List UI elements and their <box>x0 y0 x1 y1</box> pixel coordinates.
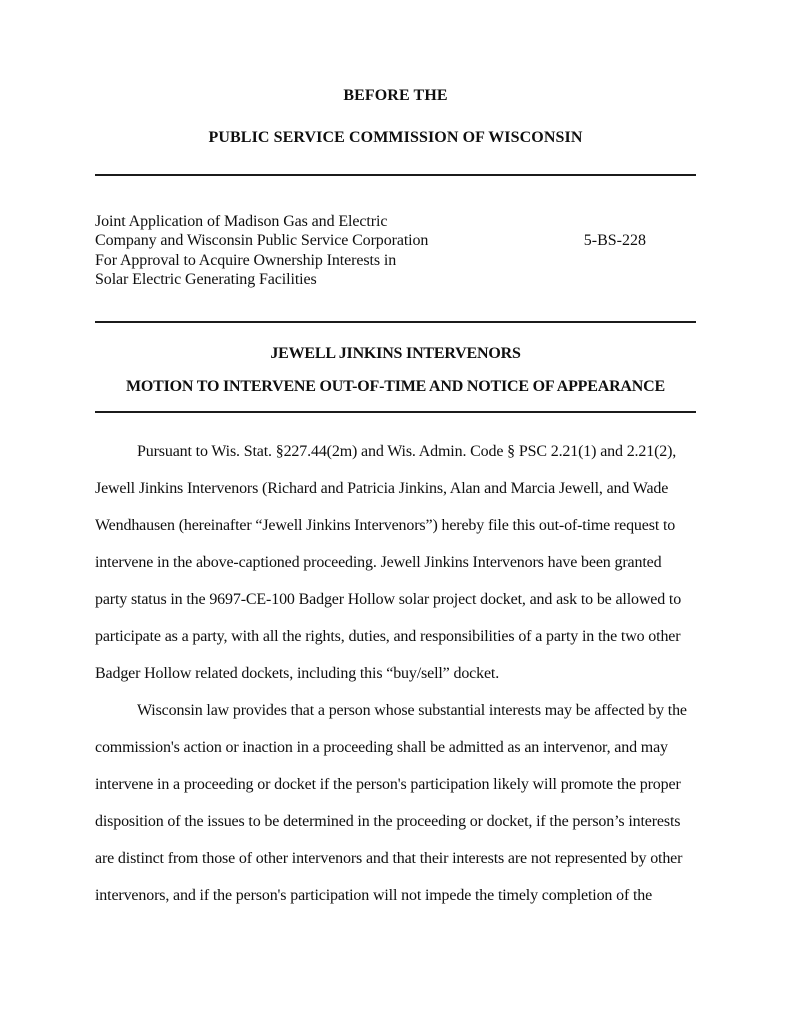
body-paragraph: Pursuant to Wis. Stat. §227.44(2m) and Wis. Admin. Code § PSC 2.21(1) and 2.21(2), Jewell Jinkins Intervenors (Richard and Patricia Jinkins, Alan and Marcia Jewell, and Wade Wendhausen (hereinafter “Jewell Jinkins Intervenors”) hereby file this out-of-time request to intervene in the above-captioned proceeding. Jewell Jinkins Intervenors have been granted party status in the 9697-CE-100 Badger Hollow solar project docket, and ask to be allowed to participate as a party, with all the rights, duties, and responsibilities of a party in the two other Badger Hollow related dockets, including this “buy/sell” docket. <box>95 443 682 683</box>
docket-number: 5-BS-228 <box>583 232 646 249</box>
caption-applicant-block <box>95 212 428 289</box>
document-body <box>95 433 696 914</box>
body-paragraph: Wisconsin law provides that a person whose substantial interests may be affected by the commission's action or inaction in a proceeding shall be admitted as an intervenor, and may intervene in a proceeding or docket if the person's participation likely will promote the proper disposition of the issues to be determined in the proceeding or docket, if the person’s interests are distinct from those of other intervenors and that their interests are not represented by other intervenors, and if the person's participation will not impede the timely completion of the <box>95 702 687 905</box>
caption-line: Company and Wisconsin Public Service Corporation <box>95 232 429 250</box>
document-title-motion: MOTION TO INTERVENE OUT-OF-TIME AND NOTICE OF APPEARANCE <box>126 378 665 396</box>
document-title <box>95 346 696 395</box>
court-header-line2: PUBLIC SERVICE COMMISSION OF WISCONSIN <box>208 129 583 146</box>
court-header-line1: BEFORE THE <box>343 87 448 104</box>
case-caption <box>95 212 696 289</box>
court-header <box>95 0 696 146</box>
caption-line: Solar Electric Generating Facilities <box>95 270 317 288</box>
document-title-party: JEWELL JINKINS INTERVENORS <box>270 345 521 363</box>
divider-top <box>95 174 696 176</box>
document-content <box>95 0 696 914</box>
divider-middle <box>95 321 696 323</box>
caption-line: Joint Application of Madison Gas and Electric <box>95 213 388 230</box>
divider-bottom <box>95 411 696 413</box>
caption-line: For Approval to Acquire Ownership Interests in <box>95 251 397 269</box>
